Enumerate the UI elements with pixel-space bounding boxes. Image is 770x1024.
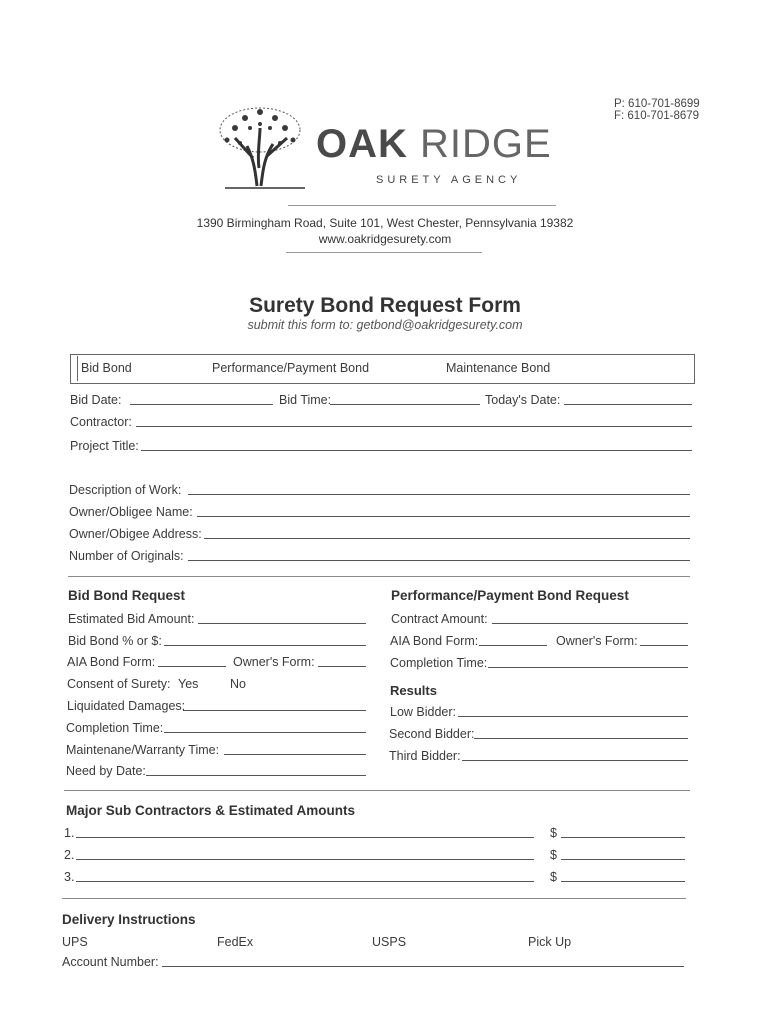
bond-type-bid[interactable]: Bid Bond [81, 361, 132, 375]
sub-row-2-name[interactable] [76, 859, 534, 860]
bond-type-performance[interactable]: Performance/Payment Bond [212, 361, 370, 375]
section-divider-3 [62, 898, 686, 899]
bid-aia-form-label: AIA Bond Form: [67, 655, 156, 669]
bid-aia-form-field[interactable] [158, 666, 226, 667]
oak-tree-logo-icon [205, 98, 315, 193]
todays-date-field[interactable] [564, 404, 692, 405]
delivery-fedex[interactable]: FedEx [217, 935, 254, 949]
owner-name-field[interactable] [197, 516, 690, 517]
bid-completion-label: Completion Time: [66, 721, 164, 735]
bid-date-field[interactable] [130, 404, 273, 405]
page-title: Surety Bond Request Form [249, 294, 521, 317]
contact-info [614, 98, 700, 122]
second-bidder-field[interactable] [474, 738, 688, 739]
warranty-field[interactable] [224, 754, 366, 755]
todays-date-label: Today's Date: [485, 393, 561, 407]
owner-address-label: Owner/Obigee Address: [69, 527, 202, 541]
bid-time-label: Bid Time: [279, 393, 332, 407]
need-by-label: Need by Date: [66, 764, 146, 778]
sub-row-3-number: 3. [64, 870, 75, 884]
sub-row-1-name[interactable] [76, 837, 534, 838]
description-field[interactable] [188, 494, 690, 495]
sub-row-3-name[interactable] [76, 881, 534, 882]
logo-word-oak: OAK [316, 122, 408, 166]
perf-owners-form-label: Owner's Form: [556, 634, 638, 648]
bond-percent-label: Bid Bond % or $: [68, 634, 162, 648]
perf-aia-form-field[interactable] [479, 645, 547, 646]
low-bidder-label: Low Bidder: [390, 705, 457, 719]
perf-bond-heading: Performance/Payment Bond Request [391, 588, 629, 603]
owner-address-field[interactable] [204, 538, 690, 539]
originals-field[interactable] [188, 560, 690, 561]
consent-no[interactable]: No [230, 677, 246, 691]
logo-tagline: SURETY AGENCY [376, 174, 522, 186]
delivery-ups[interactable]: UPS [62, 935, 88, 949]
sub-row-1-currency: $ [550, 826, 557, 840]
perf-owners-form-field[interactable] [640, 645, 688, 646]
submit-note: submit this form to: getbond@oakridgesurety.com [247, 318, 523, 332]
section-divider-2 [64, 790, 690, 791]
estimated-amount-label: Estimated Bid Amount: [68, 612, 195, 626]
contractor-field[interactable] [136, 426, 692, 427]
sub-row-3-amount[interactable] [561, 881, 685, 882]
estimated-amount-field[interactable] [198, 623, 366, 624]
project-title-field[interactable] [141, 450, 692, 451]
bond-type-divider [77, 356, 78, 381]
liquidated-label: Liquidated Damages: [67, 699, 186, 713]
second-bidder-label: Second Bidder: [389, 727, 475, 741]
consent-label: Consent of Surety: [67, 677, 171, 691]
account-number-label: Account Number: [62, 955, 159, 969]
account-number-field[interactable] [162, 966, 684, 967]
fax-number: F: 610-701-8679 [614, 110, 700, 122]
description-label: Description of Work: [69, 483, 182, 497]
logo-word-ridge: RIDGE [420, 122, 552, 166]
contractor-label: Contractor: [70, 415, 132, 429]
bid-bond-heading: Bid Bond Request [68, 588, 185, 603]
bond-type-box [70, 354, 695, 384]
subs-heading: Major Sub Contractors & Estimated Amounts [66, 803, 356, 818]
address-line: 1390 Birmingham Road, Suite 101, West Chester, Pennsylvania 19382 [196, 216, 574, 230]
perf-completion-field[interactable] [488, 667, 688, 668]
third-bidder-field[interactable] [462, 760, 688, 761]
contract-amount-label: Contract Amount: [391, 612, 488, 626]
sub-row-2-currency: $ [550, 848, 557, 862]
sub-row-2-amount[interactable] [561, 859, 685, 860]
section-divider-1 [68, 576, 690, 577]
originals-label: Number of Originals: [69, 549, 184, 563]
logo-divider [288, 205, 556, 206]
perf-aia-form-label: AIA Bond Form: [390, 634, 479, 648]
bid-time-field[interactable] [330, 404, 480, 405]
owner-name-label: Owner/Obligee Name: [69, 505, 193, 519]
bid-owners-form-label: Owner's Form: [233, 655, 315, 669]
delivery-usps[interactable]: USPS [372, 935, 407, 949]
sub-row-1-amount[interactable] [561, 837, 685, 838]
address-divider [286, 252, 482, 253]
need-by-field[interactable] [146, 775, 366, 776]
bid-completion-field[interactable] [164, 732, 366, 733]
logo-wordmark [316, 122, 552, 167]
phone-number: P: 610-701-8699 [614, 98, 700, 110]
sub-row-3-currency: $ [550, 870, 557, 884]
bond-percent-field[interactable] [164, 645, 366, 646]
third-bidder-label: Third Bidder: [389, 749, 461, 763]
bid-owners-form-field[interactable] [318, 666, 366, 667]
sub-row-2-number: 2. [64, 848, 75, 862]
bond-type-maintenance[interactable]: Maintenance Bond [446, 361, 551, 375]
website: www.oakridgesurety.com [318, 232, 452, 246]
delivery-pickup[interactable]: Pick Up [528, 935, 572, 949]
liquidated-field[interactable] [183, 710, 366, 711]
warranty-label: Maintenane/Warranty Time: [66, 743, 220, 757]
delivery-heading: Delivery Instructions [62, 912, 196, 927]
sub-row-1-number: 1. [64, 826, 75, 840]
low-bidder-field[interactable] [458, 716, 688, 717]
results-heading: Results [390, 683, 437, 698]
bid-date-label: Bid Date: [70, 393, 122, 407]
contract-amount-field[interactable] [492, 623, 688, 624]
consent-yes[interactable]: Yes [178, 677, 199, 691]
perf-completion-label: Completion Time: [390, 656, 488, 670]
project-title-label: Project Title: [70, 439, 139, 453]
